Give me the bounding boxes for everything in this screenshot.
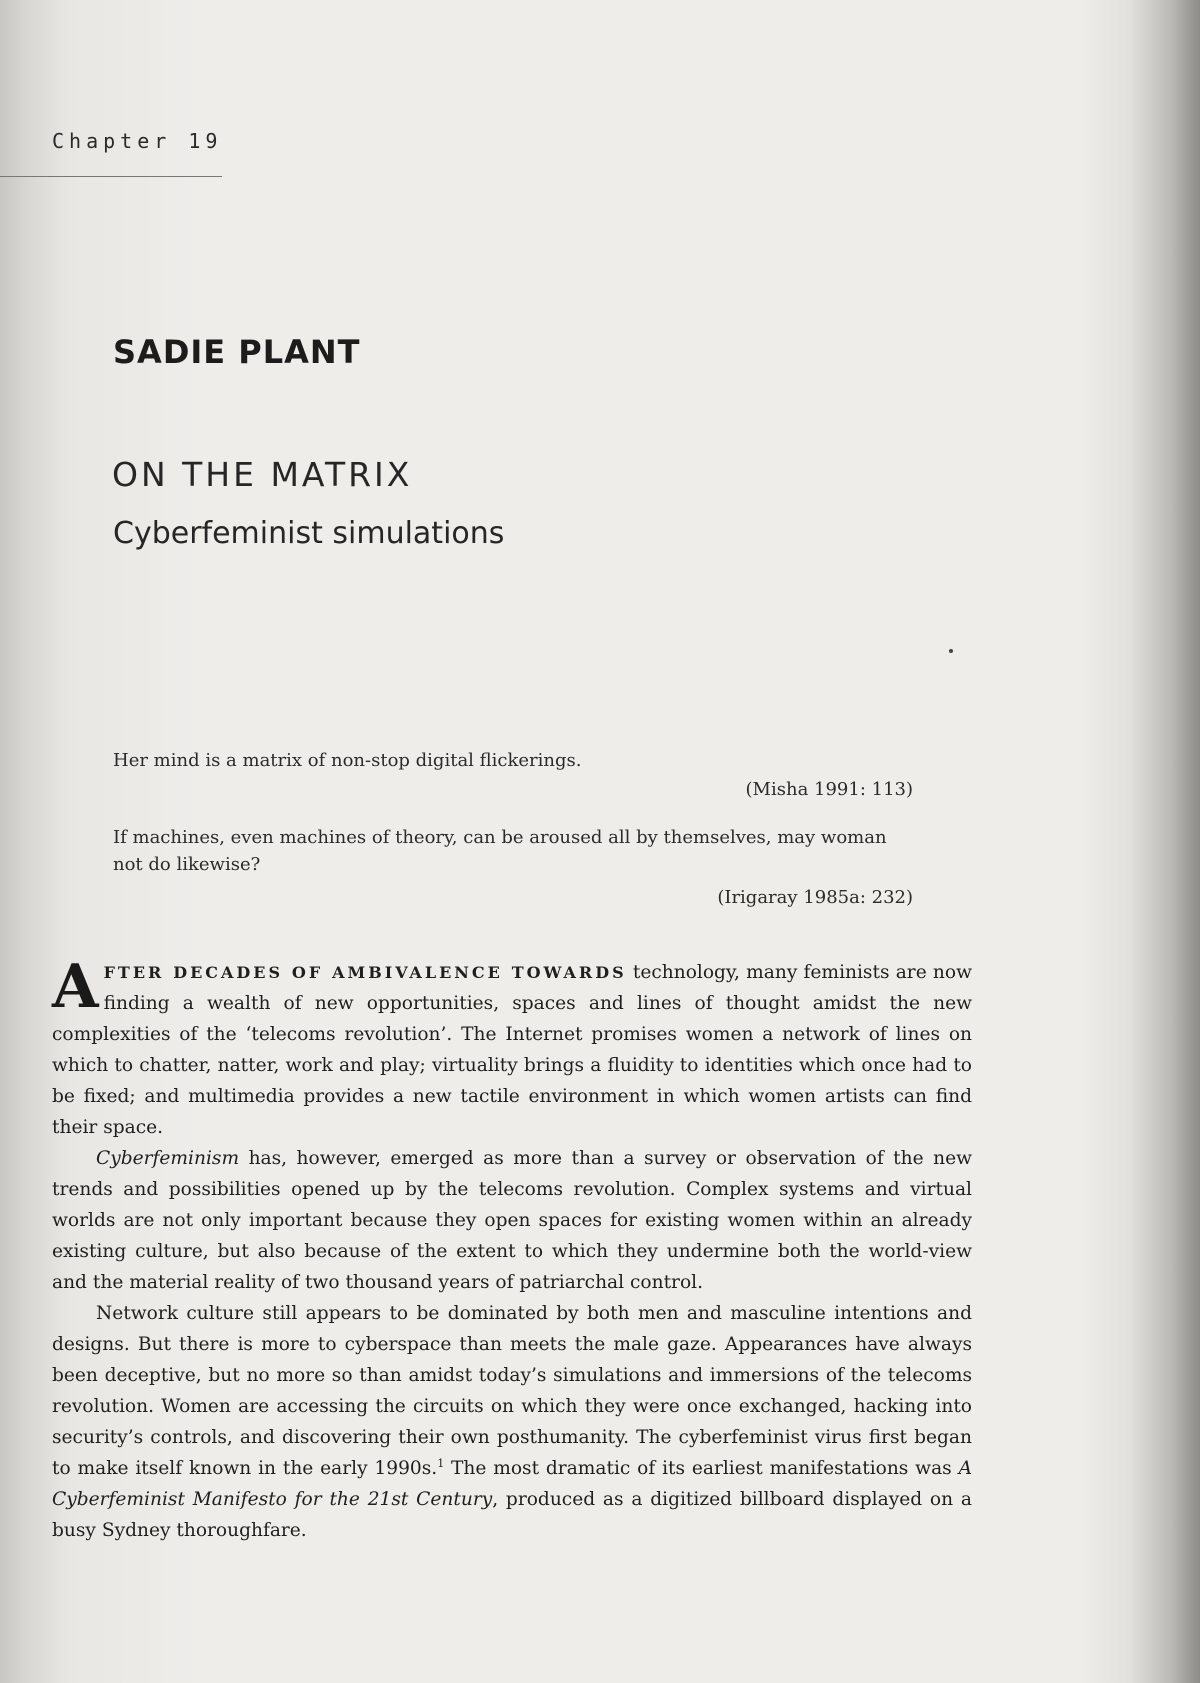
body-text xyxy=(52,952,973,1546)
chapter-rule xyxy=(0,176,222,177)
author-name: SADIE PLANT xyxy=(113,333,361,371)
manifesto-title: A Cyberfeminist Manifesto for the 21st Century xyxy=(52,1458,972,1510)
epigraph-2-text: If machines, even machines of theory, can be aroused all by themselves, may woman not do likewise? xyxy=(113,827,887,875)
term-cyberfeminism: Cyberfeminism xyxy=(96,1148,240,1169)
paragraph-3 xyxy=(52,1298,972,1546)
epigraph-1-citation: (Misha 1991: 113) xyxy=(745,779,913,800)
paragraph-3-text-3: , produced as a digitized billboard displayed on a busy Sydney thoroughfare. xyxy=(52,1489,972,1541)
paragraph-2 xyxy=(52,1143,972,1298)
epigraph-1-text: Her mind is a matrix of non-stop digital flickerings. xyxy=(113,750,582,771)
paragraph-3-text-2: The most dramatic of its earliest manifestations was xyxy=(444,1458,959,1479)
paragraph-2-text: has, however, emerged as more than a survey or observation of the new trends and possibilities opened up by the telecoms revolution. Complex systems and virtual worlds are not only important because they open spaces for existing women within an already existing culture, but also because of the extent to which they undermine both the world-view and the material reality of two thousand years of patriarchal control. xyxy=(52,1148,972,1293)
epigraph-2-citation: (Irigaray 1985a: 232) xyxy=(717,887,913,908)
chapter-label: Chapter 19 xyxy=(52,129,223,153)
footnote-ref: 1 xyxy=(437,1456,445,1470)
stray-mark xyxy=(949,649,953,653)
paragraph-1-text: technology, many feminists are now finding a wealth of new opportunities, spaces and lines of thought amidst the new complexities of the ‘telecoms revolution’. The Internet promises women a network of lines on which to chatter, natter, work and play; virtuality brings a fluidity to identities which once had to be fixed; and multimedia provides a new tactile environment in which women artists can find their space. xyxy=(52,962,973,1138)
lead-in: FTER DECADES OF AMBIVALENCE TOWARDS xyxy=(103,963,627,982)
drop-cap: A xyxy=(52,952,99,1022)
paragraph-3-text: Network culture still appears to be dominated by both men and masculine intentions and designs. But there is more to cyberspace than meets the male gaze. Appearances have always been deceptive, but no more so than amidst today’s simulations and immersions of the telecoms revolution. Women are accessing the circuits on which they were once exchanged, hacking into security’s controls, and discovering their own posthumanity. The cyberfeminist virus first began to make itself known in the early 1990s. xyxy=(52,1303,972,1479)
chapter-title: ON THE MATRIX xyxy=(112,455,413,494)
chapter-subtitle: Cyberfeminist simulations xyxy=(113,516,505,551)
paragraph-1 xyxy=(52,952,973,1143)
